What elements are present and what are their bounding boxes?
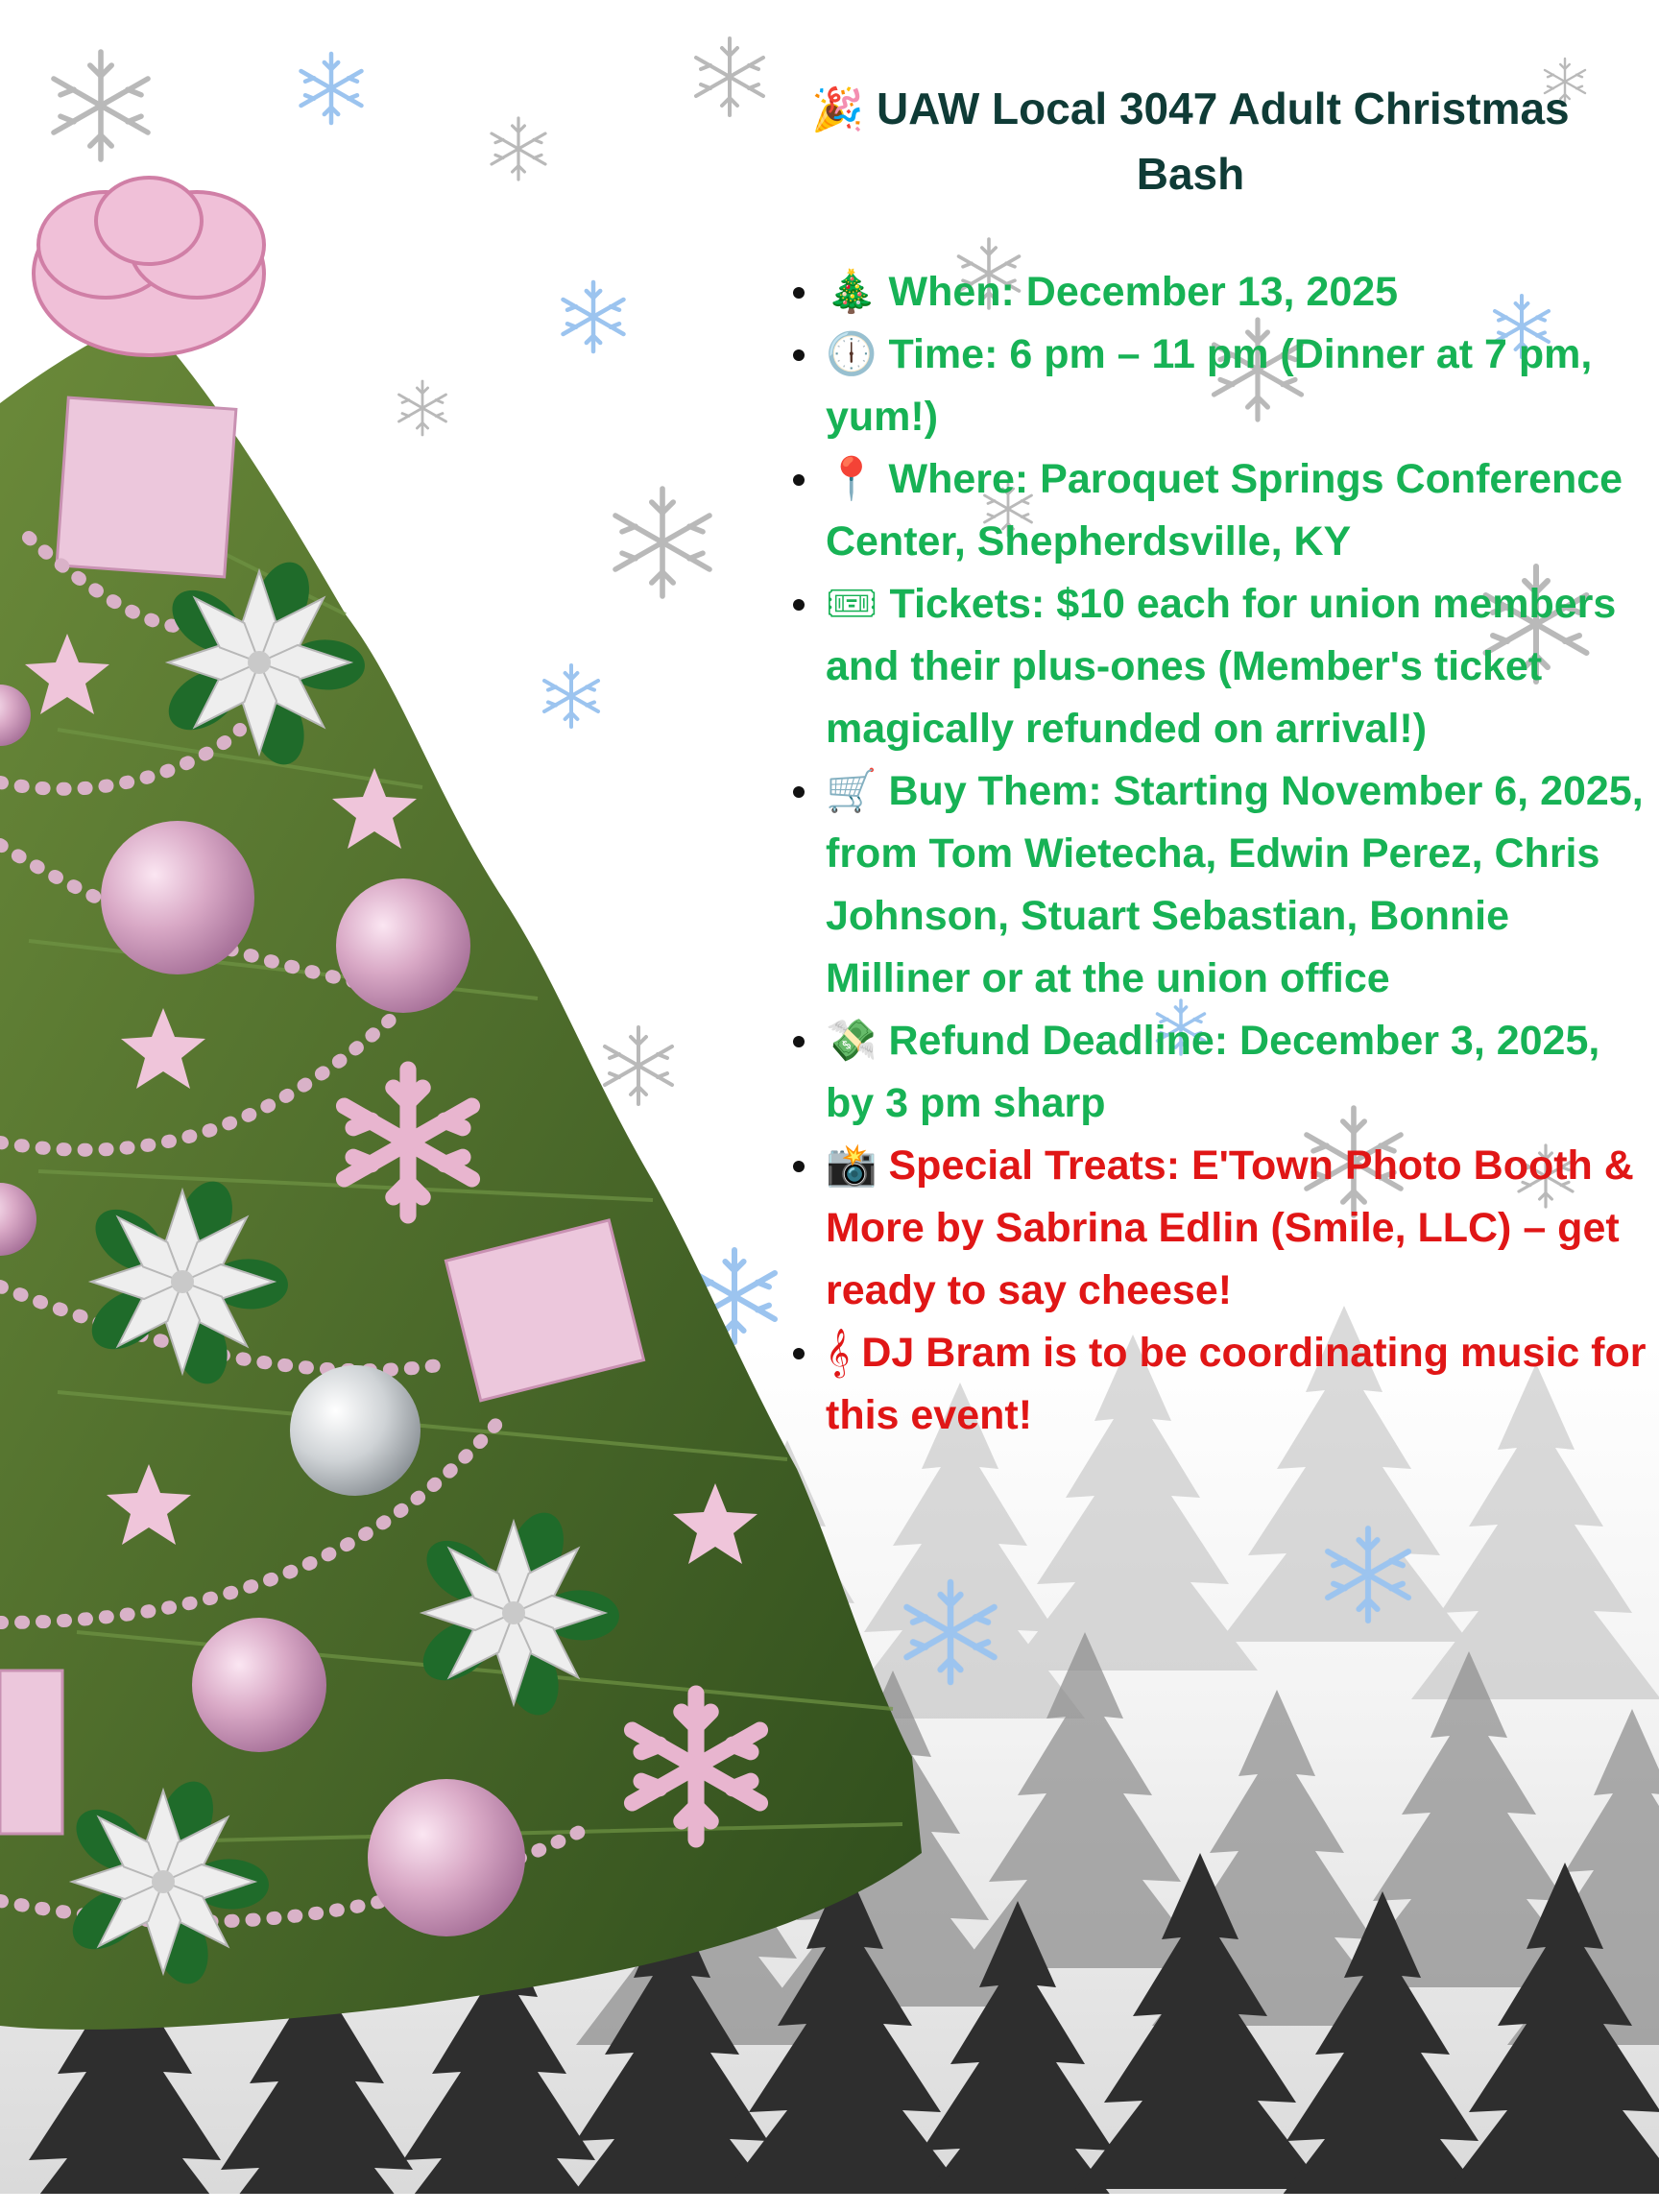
clock-icon: 🕕 xyxy=(826,330,878,378)
ticket-icon: 🎟 xyxy=(826,580,878,628)
item-text: Buy Them: Starting November 6, 2025, from Tom Wietecha, Edwin Perez, Chris Johnson, Stuart Sebastian, Bonnie Milliner or at the union office xyxy=(826,768,1644,1001)
item-text: Where: Paroquet Springs Conference Center, Shepherdsville, KY xyxy=(826,456,1623,565)
treble-clef-icon: 𝄞 xyxy=(826,1329,851,1377)
item-text: Time: 6 pm – 11 pm (Dinner at 7 pm, yum!) xyxy=(826,331,1593,440)
christmas-tree-icon: 🎄 xyxy=(826,268,878,316)
list-item-time xyxy=(826,324,1651,448)
item-text: Special Treats: E'Town Photo Booth & More by Sabrina Edlin (Smile, LLC) – get ready to say cheese! xyxy=(826,1142,1634,1313)
list-item-tickets xyxy=(826,573,1651,760)
list-item-buy-them xyxy=(826,760,1651,1010)
shopping-cart-icon: 🛒 xyxy=(826,767,878,815)
list-item-dj xyxy=(826,1322,1651,1447)
event-details-panel xyxy=(758,77,1651,1447)
list-item-refund-deadline xyxy=(826,1010,1651,1135)
item-text: DJ Bram is to be coordinating music for this event! xyxy=(826,1330,1647,1438)
list-item-special-treats xyxy=(826,1135,1651,1322)
event-title xyxy=(758,77,1623,205)
event-details-list xyxy=(758,261,1651,1447)
item-text: Refund Deadline: December 3, 2025, by 3 pm sharp xyxy=(826,1018,1600,1126)
party-popper-icon: 🎉 xyxy=(811,85,865,134)
money-icon: 💸 xyxy=(826,1017,878,1065)
item-text: Tickets: $10 each for union members and their plus-ones (Member's ticket magically refunded on arrival!) xyxy=(826,581,1617,752)
event-title-text: UAW Local 3047 Adult Christmas Bash xyxy=(876,84,1570,199)
location-pin-icon: 📍 xyxy=(826,455,878,503)
item-text: When: December 13, 2025 xyxy=(888,269,1399,315)
list-item-when xyxy=(826,261,1651,324)
list-item-where xyxy=(826,448,1651,573)
camera-flash-icon: 📸 xyxy=(826,1142,878,1190)
